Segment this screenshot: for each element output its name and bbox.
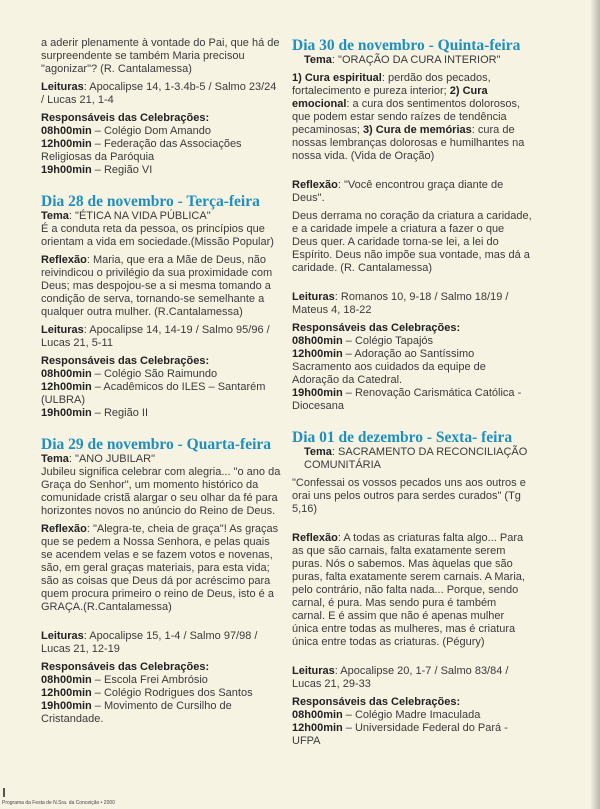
celebracao-item: 08h00min – Colégio São Raimundo <box>41 368 218 380</box>
day-28-reflexao: Reflexão: Maria, que era a Mãe de Deus, não reivindicou o privilégio da sua proximidade com Deus; mas despojou-se a si mesma tomando a condição de serva, tornando-se semelhante a qualquer outra mulher. (R.Cantalamessa) <box>41 254 273 318</box>
folio-mark <box>3 788 5 797</box>
celebracao-item: 19h00min – Região II <box>41 407 149 419</box>
day-01-heading: Dia 01 de dezembro - Sexta- feira <box>292 429 513 446</box>
day-29-leituras: Leituras: Apocalipse 15, 1-4 / Salmo 97/98 / Lucas 21, 12-19 <box>41 630 258 655</box>
day-29-resp-label: Responsáveis das Celebrações: <box>41 661 210 673</box>
day-28-tema-text: É a conduta reta da pessoa, os princípios que orientam a vida em sociedade.(Missão Popular) <box>41 223 274 248</box>
page-footer: Programa da Festa de N.Sra. da Conceição • 2000 <box>2 800 115 806</box>
day-30-tema: Tema: "ORAÇÃO DA CURA INTERIOR" <box>304 54 501 66</box>
celebracao-item: 08h00min – Escola Frei Ambrósio <box>41 674 208 686</box>
celebracao-item: 08h00min – Colégio Tapajós <box>292 335 434 347</box>
celebracao-item: 19h00min – Movimento de Cursilho de Cristandade. <box>41 700 232 725</box>
celebracao-item: 12h00min – Colégio Rodrigues dos Santos <box>41 687 253 699</box>
celebracao-item: 12h00min – Universidade Federal do Pará - UFPA <box>292 722 508 747</box>
celebracao-item: 12h00min – Acadêmicos do ILES – Santarém (ULBRA) <box>41 381 266 406</box>
day-30-leituras: Leituras: Romanos 10, 9-18 / Salmo 18/19 / Mateus 4, 18-22 <box>292 291 509 316</box>
day-30-reflexao: Reflexão: "Você encontrou graça diante de Deus". <box>292 179 504 204</box>
celebracao-item: 12h00min – Federação das Associações Religiosas da Paróquia <box>41 138 242 163</box>
day-01-quote: "Confessai os vossos pecados uns aos outros e orai uns pelos outros para serdes curados" (Tg 5,16) <box>292 477 526 515</box>
day-28-resp-label: Responsáveis das Celebrações: <box>41 355 210 367</box>
left-column <box>41 37 281 726</box>
celebracao-item: 08h00min – Colégio Dom Amando <box>41 125 211 137</box>
day-29-reflexao: Reflexão: "Alegra-te, cheia de graça"! As graças que se pedem a Nossa Senhora, e pelas quais se acendem velas e se fazem votos e novenas, são, em geral graças materiais, para esta vida; são as coisas que Deus dá por acréscimo para quem procura primeiro o reino de Deus, isto é a GRAÇA.(R.Cantalamessa) <box>41 523 279 613</box>
day-29-heading: Dia 29 de novembro - Quarta-feira <box>41 436 272 453</box>
intro-text: a aderir plenamente à vontade do Pai, que há de surpreendente se também Maria precisou "agonizar"? (R. Cantalamessa) <box>41 37 280 75</box>
day-01-reflexao: Reflexão: A todas as criaturas falta algo... Para as que são carnais, falta exatamente serem puras. Nós o sabemos. Mas àquelas que são puras, falta exatamente serem carnais. A Maria, pelo contrário, não falta nada... Porque, sendo carnal, é pura. Mas sendo pura é também carnal. E é assim que não é apenas mulher única entre todas as mulheres, mas é criatura única entre todas as criaturas. (Pégury) <box>292 532 525 648</box>
day-29-tema-text: Jubileu significa celebrar com alegria... "o ano da Graça do Senhor", um momento histórico da comunidade cristã alargar o seu olhar da fé para horizontes novos no anúncio do Reino de Deus. <box>41 466 281 517</box>
celebracao-item: 19h00min – Renovação Carismática Católica - Diocesana <box>292 387 522 412</box>
page-edge-shadow <box>590 0 600 809</box>
right-column <box>292 37 532 748</box>
intro-leituras: Leituras: Apocalipse 14, 1-3.4b-5 / Salmo 23/24 / Lucas 21, 1-4 <box>41 81 277 106</box>
day-30-resp-label: Responsáveis das Celebrações: <box>292 322 461 334</box>
day-30-reflexao-text: Deus derrama no coração da criatura a caridade, e a caridade impele a criatura a fazer o que Deus quer. A caridade torna-se lei, a lei do Espírito. Deus não impõe sua vontade, mas dá a caridade. (R. Cantalamessa) <box>292 210 532 274</box>
day-28-leituras: Leituras: Apocalipse 14, 14-19 / Salmo 95/96 / Lucas 21, 5-11 <box>41 324 270 349</box>
celebracao-item: 19h00min – Região VI <box>41 164 153 176</box>
cura-item: 1) Cura espiritual: perdão dos pecados, fortalecimento e pureza interior; 2) Cura emocional: a cura dos sentimentos dolorosos, que podem estar sendo raízes de tendência pecaminosas; 3) Cura de memórias: cura de nossas lembranças dolorosas e humilhantes na nossa vida. (Vida de Oração) <box>292 72 525 162</box>
day-28-tema: Tema: "ÉTICA NA VIDA PÚBLICA" <box>41 210 211 222</box>
day-01-leituras: Leituras: Apocalipse 20, 1-7 / Salmo 83/84 / Lucas 21, 29-33 <box>292 665 509 690</box>
celebracao-item: 08h00min – Colégio Madre Imaculada <box>292 709 481 721</box>
day-01-resp-label: Responsáveis das Celebrações: <box>292 696 461 708</box>
day-28-heading: Dia 28 de novembro - Terça-feira <box>41 193 260 210</box>
day-01-tema: Tema: SACRAMENTO DA RECONCILIAÇÃO COMUNITÁRIA <box>304 446 528 471</box>
intro-resp-label: Responsáveis das Celebrações: <box>41 112 210 124</box>
celebracao-item: 12h00min – Adoração ao Santíssimo Sacramento aos cuidados da equipe de Adoração da Catedral. <box>292 348 486 386</box>
day-30-heading: Dia 30 de novembro - Quinta-feira <box>292 37 521 54</box>
day-29-tema: Tema: "ANO JUBILAR" <box>41 453 155 465</box>
